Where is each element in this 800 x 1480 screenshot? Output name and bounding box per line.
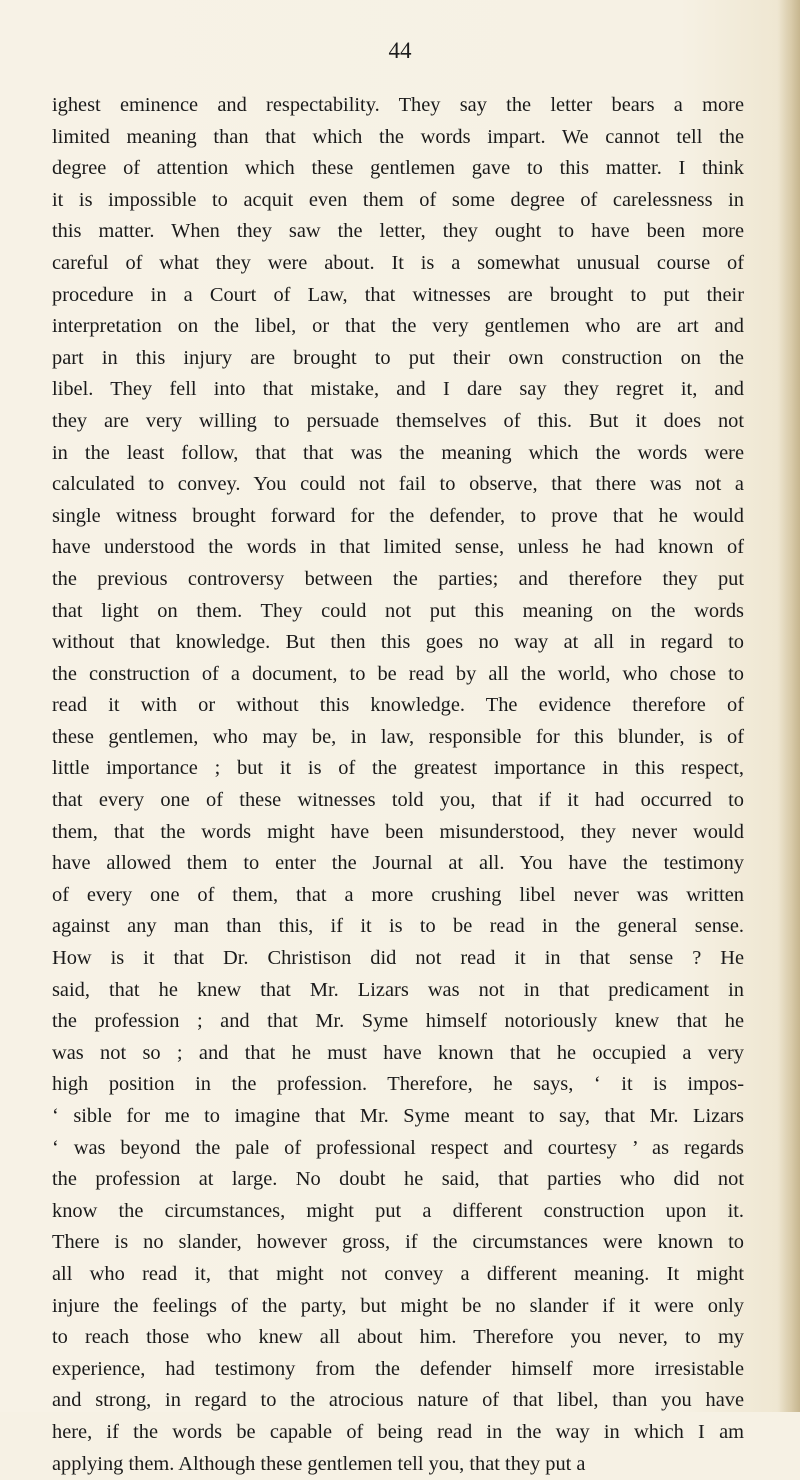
text-line: against any man than this, if it is to be read in the general sense. [52, 915, 744, 938]
text-line: applying them. Although these gentlemen tell you, that they put a [52, 1452, 586, 1475]
text-line: interpretation on the libel, or that the very gentlemen who are art and [52, 315, 744, 338]
text-line: in the least follow, that that was the meaning which the words were [52, 441, 744, 464]
text-line: ‘ sible for me to imagine that Mr. Syme meant to say, that Mr. Lizars [52, 1105, 744, 1127]
text-line: ighest eminence and respectability. They say the letter bears a more [52, 94, 744, 116]
text-line: the profession at large. No doubt he said, that parties who did not [52, 1168, 744, 1191]
text-line: was not so ; and that he must have known that he occupied a very [52, 1041, 744, 1064]
text-line: degree of attention which these gentlemen gave to this matter. I think [52, 157, 744, 180]
text-line: this matter. When they saw the letter, they ought to have been more [52, 220, 744, 243]
text-line: here, if the words be capable of being read in the way in which I am [52, 1420, 744, 1443]
text-line: procedure in a Court of Law, that witnesses are brought to put their [52, 283, 744, 306]
text-line: to reach those who knew all about him. Therefore you never, to my [52, 1326, 744, 1349]
text-line: the construction of a document, to be read by all the world, who chose to [52, 662, 744, 685]
text-line: have allowed them to enter the Journal at all. You have the testimony [52, 852, 744, 875]
text-line: There is no slander, however gross, if the circumstances were known to [52, 1231, 744, 1254]
text-line: know the circumstances, might put a different construction upon it. [52, 1199, 744, 1222]
text-line: it is impossible to acquit even them of some degree of carelessness in [52, 188, 744, 211]
text-line: How is it that Dr. Christison did not read it in that sense ? He [52, 947, 744, 970]
text-line: injure the feelings of the party, but might be no slander if it were only [52, 1294, 744, 1317]
text-line: careful of what they were about. It is a somewhat unusual course of [52, 251, 744, 274]
text-line: limited meaning than that which the words impart. We cannot tell the [52, 125, 744, 148]
page-number: 44 [388, 38, 412, 63]
text-line: of every one of them, that a more crushing libel never was written [52, 883, 744, 906]
text-line: them, that the words might have been misunderstood, they never would [52, 820, 744, 843]
text-line: that every one of these witnesses told you, that if it had occurred to [52, 789, 744, 812]
text-line: said, that he knew that Mr. Lizars was not in that predicament in [52, 978, 744, 1001]
text-line: and strong, in regard to the atrocious nature of that libel, than you have [52, 1389, 744, 1412]
text-line: little importance ; but it is of the greatest importance in this respect, [52, 757, 744, 780]
text-line: part in this injury are brought to put their own construction on the [52, 346, 744, 369]
text-line: have understood the words in that limited sense, unless he had known of [52, 536, 744, 559]
text-line: that light on them. They could not put this meaning on the words [52, 599, 744, 622]
text-line: the profession ; and that Mr. Syme himself notoriously knew that he [52, 1010, 744, 1033]
text-line: ‘ was beyond the pale of professional respect and courtesy ’ as regards [52, 1136, 744, 1159]
body-text [52, 90, 744, 1480]
text-line: these gentlemen, who may be, in law, responsible for this blunder, is of [52, 725, 744, 748]
text-line: read it with or without this knowledge. The evidence therefore of [52, 694, 744, 717]
text-line: experience, had testimony from the defender himself more irresistable [52, 1357, 744, 1380]
text-line: high position in the profession. Therefore, he says, ‘ it is impos- [52, 1073, 744, 1096]
text-line: libel. They fell into that mistake, and I dare say they regret it, and [52, 378, 744, 401]
text-line: the previous controversy between the parties; and therefore they put [52, 567, 744, 590]
text-line: single witness brought forward for the defender, to prove that he would [52, 504, 744, 527]
text-line: without that knowledge. But then this goes no way at all in regard to [52, 631, 744, 654]
text-line: calculated to convey. You could not fail to observe, that there was not a [52, 473, 744, 496]
text-line: all who read it, that might not convey a different meaning. It might [52, 1262, 744, 1285]
page-edge-shadow [778, 0, 800, 1412]
text-line: they are very willing to persuade themselves of this. But it does not [52, 409, 744, 432]
